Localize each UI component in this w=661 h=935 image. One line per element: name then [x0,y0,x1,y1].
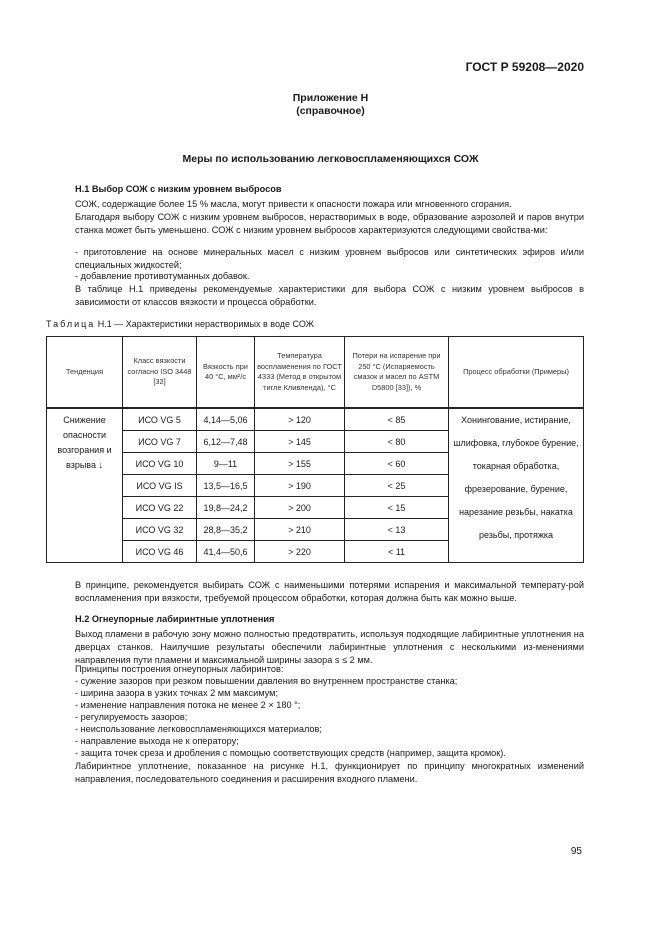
paragraph: Выход пламени в рабочую зону можно полностью предотвратить, используя подходящие лабиринтные уплотнения на дверцах станков. Наилучшие результаты обеспечили лабиринтные уплотнения с несколькими из-менениями направления пути пламени и максимальной ширины зазора s ≤ 2 мм. [75,629,584,665]
table-cell: < 60 [345,453,449,475]
table-row [47,408,584,431]
table-cell: > 220 [255,541,345,563]
header-cell: Вязкость при 40 °С, мм²/с [197,337,255,409]
paragraph: - приготовление на основе минеральных масел с низким уровнем выбросов или синтетических эфиров и/или специальных жидкостей; [75,247,584,270]
paragraph: В таблице Н.1 приведены рекомендуемые характеристики для выбора СОЖ с низким уровнем выбросов в зависимости от классов вязкости и процесса обработки. [75,284,584,307]
table-cell: ИСО VG 10 [123,453,197,475]
appendix-title: Приложение Н [292,92,369,104]
header-cell: Температура воспламенения по ГОСТ 4333 (Метод в открытом тигле Кливленда), °С [255,337,345,409]
section-heading: Н.1 Выбор СОЖ с низким уровнем выбросов [75,184,282,194]
table-cell: 4,14—5,06 [197,408,255,431]
bullet-item: - сужение зазоров при резком повышении давления во внутреннем пространстве станка; [75,676,458,686]
table-cell: ИСО VG 32 [123,519,197,541]
paragraph: - добавление противотуманных добавок. [75,271,250,281]
bullet-item: - ширина зазора в узких точках 2 мм максимум; [75,688,279,698]
table-header-row [47,337,584,409]
table-cell: 41,4—50,6 [197,541,255,563]
table-cell: > 145 [255,431,345,453]
table-cell: ИСО VG 22 [123,497,197,519]
bullet-item: - регулируемость зазоров; [75,712,188,722]
table-cell: ИСО VG 7 [123,431,197,453]
bullet-item: - изменение направления потока не менее 2 × 180 °; [75,700,301,710]
table-cell: 9—11 [197,453,255,475]
page-number: 95 [570,846,582,857]
appendix-subtitle: (справочное) [296,105,365,117]
table-cell: < 85 [345,408,449,431]
table-cell: > 120 [255,408,345,431]
table-cell: 28,8—35,2 [197,519,255,541]
standard-number: ГОСТ Р 59208—2020 [465,60,584,74]
table-cell: < 80 [345,431,449,453]
table-cell: < 13 [345,519,449,541]
header-cell: Класс вязкости согласно ISO 3448 [32] [123,337,197,409]
header-cell: Тенденция [47,337,123,409]
paragraph: Принципы построения огнеупорных лабиринтов: [75,664,284,674]
table-caption [46,319,314,329]
caption-word: Таблица [46,319,96,329]
bullet-item: - направление выхода не к оператору; [75,736,239,746]
section-heading: Н.2 Огнеупорные лабиринтные уплотнения [75,614,275,624]
bullet-item: - неиспользование легковоспламеняющихся материалов; [75,724,322,734]
paragraph: Благодаря выбору СОЖ с низким уровнем выбросов, нерастворимых в воде, образование аэрозолей и паров внутри станка может быть уменьшено. СОЖ с низким уровнем выбросов характеризуются следующими свойства-ми: [75,212,584,235]
paragraph: В принципе, рекомендуется выбирать СОЖ с наименьшими потерями испарения и максимальной температу-рой воспламенения при вязкости, требуемой процессом обработки, которая должна быть как можно выше. [75,580,584,603]
table-cell: ИСО VG 46 [123,541,197,563]
table-cell: > 155 [255,453,345,475]
table-cell: 6,12—7,48 [197,431,255,453]
table-cell: ИСО VG IS [123,475,197,497]
caption-text: Н.1 — Характеристики нерастворимых в воде СОЖ [95,319,314,329]
document-title: Меры по использованию легковоспламеняющихся СОЖ [182,153,479,165]
table-cell: < 11 [345,541,449,563]
header-cell: Потери на испарение при 250 °С (Испаряемость смазок и масел по ASTM D5800 [33]), % [345,337,449,409]
header-cell: Процесс обработки (Примеры) [449,337,584,409]
table-cell: 13,5—16,5 [197,475,255,497]
bullet-item: - защита точек среза и дробления с помощью соответствующих средств (например, защита кромок). [75,748,506,758]
table-cell: > 200 [255,497,345,519]
table-cell: < 15 [345,497,449,519]
process-cell: Хонингование, истирание, шлифовка, глубокое бурение, токарная обработка, фрезерование, бурение, нарезание резьбы, накатка резьбы, протяжка [449,408,584,563]
table-cell: ИСО VG 5 [123,408,197,431]
characteristics-table [46,336,584,563]
paragraph: Лабиринтное уплотнение, показанное на рисунке Н.1, функционирует по принципу многократных изменений направления, последовательного соединения и расширения входного пламени. [75,761,584,784]
paragraph: СОЖ, содержащие более 15 % масла, могут привести к опасности пожара или мгновенного сгорания. [75,199,512,209]
table-cell: > 190 [255,475,345,497]
tendency-cell: Снижение опасности возгорания и взрыва ↓ [47,408,123,563]
table-cell: 19,8—24,2 [197,497,255,519]
table-cell: > 210 [255,519,345,541]
table-cell: < 25 [345,475,449,497]
